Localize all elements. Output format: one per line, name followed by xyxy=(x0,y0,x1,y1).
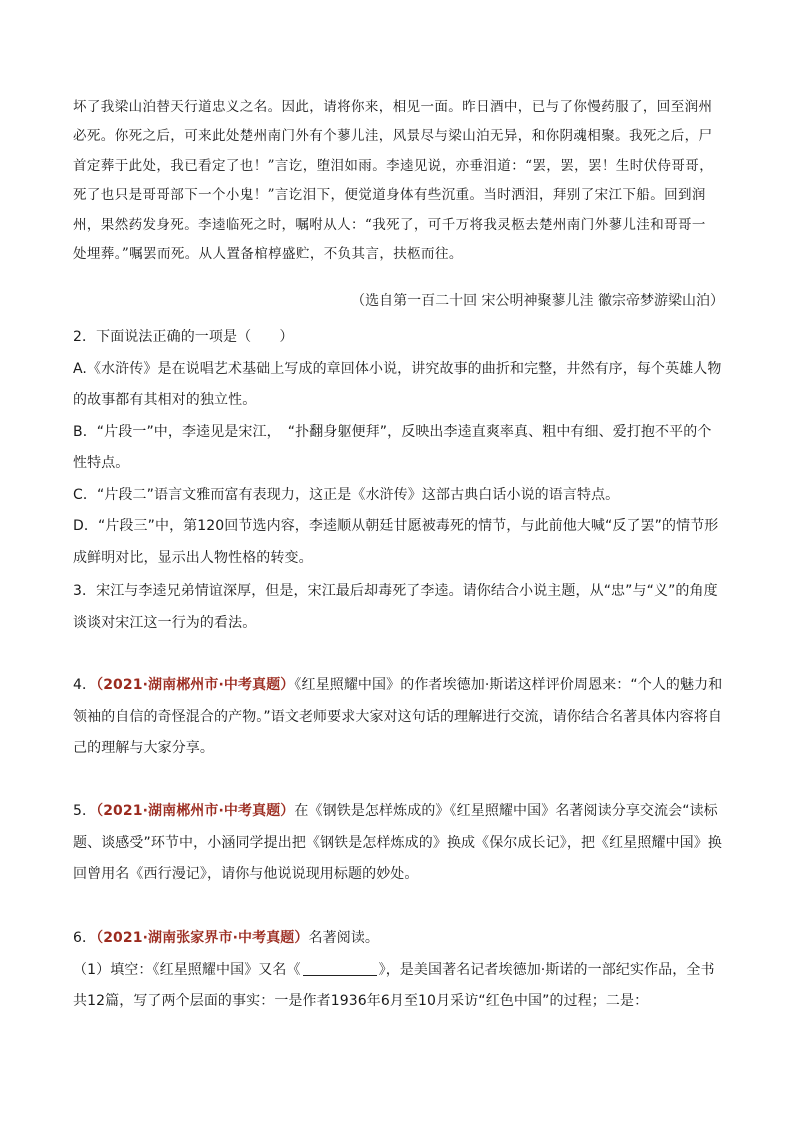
excerpt-source: （选自第一百二十回 宋公明神聚蓼儿洼 徽宗帝梦游梁山泊） xyxy=(351,293,724,309)
fill-in-blank[interactable] xyxy=(303,961,377,976)
source-tag: （2021·湖南郴州市·中考真题） xyxy=(96,677,295,693)
option-d: D．“片段三”中，第120回节选内容，李逵顺从朝廷甘愿被毒死的情节，与此前他大喊“反了罢”的情节形成鲜明对比，显示出人物性格的转变。 xyxy=(73,518,719,566)
question-4-text: 《红星照耀中国》的作者埃德加·斯诺这样评价周恩来：“个人的魅力和领袖的自信的奇怪混合的产物。”语文老师要求大家对这句话的理解进行交流，请你结合名著具体内容将自己的理解与大家分享。 xyxy=(73,677,723,756)
question-3 xyxy=(73,576,725,639)
question-number: 5． xyxy=(73,803,97,819)
question-5 xyxy=(73,796,725,891)
excerpt-line: 首定葬于此处，我已看定了也！”言讫，堕泪如雨。李逵见说，亦垂泪道：“罢，罢，罢！生时伏侍哥哥， xyxy=(73,157,714,174)
question-number: 4． xyxy=(73,677,97,693)
source-tag: （2021·湖南张家界市·中考真题） xyxy=(96,930,309,946)
excerpt-line: 州，果然药发身死。李逵临死之时，嘱咐从人：“我死了，可千万将我灵柩去楚州南门外蓼儿洼和哥哥一 xyxy=(73,216,706,233)
question-5-text: 在《钢铁是怎样炼成的》《红星照耀中国》名著阅读分享交流会“读标题、谈感受”环节中，小涵同学提出把《钢铁是怎样炼成的》换成《保尔成长记》，把《红星照耀中国》换回曾用名《西行漫记》，请你与他说说现用标题的妙处。 xyxy=(73,803,722,882)
question-6 xyxy=(73,923,725,1018)
excerpt-line: 处埋葬。”嘱罢而死。从人置备棺椁盛贮，不负其言，扶柩而往。 xyxy=(73,246,463,263)
excerpt-line: 必死。你死之后，可来此处楚州南门外有个蓼儿洼，风景尽与梁山泊无异，和你阴魂相聚。我死之后，尸 xyxy=(73,128,713,145)
question-6-text: 名著阅读。 xyxy=(308,930,380,946)
excerpt-line: 坏了我梁山泊替天行道忠义之名。因此，请将你来，相见一面。昨日酒中，已与了你慢药服了，回至润州 xyxy=(73,99,713,115)
novel-excerpt xyxy=(73,93,725,269)
source-tag: （2021·湖南郴州市·中考真题） xyxy=(96,803,295,819)
question-number: 6． xyxy=(73,930,97,946)
question-4 xyxy=(73,670,725,765)
question-2-stem: 2．下面说法正确的一项是（ ） xyxy=(73,329,294,345)
option-a: A.《水浒传》是在说唱艺术基础上写成的章回体小说，讲究故事的曲折和完整，井然有序，每个英雄人物的故事都有其相对的独立性。 xyxy=(73,360,722,408)
sub-question-1-prefix: （1）填空：《红星照耀中国》又名《 xyxy=(73,961,301,978)
option-b: B．“片段一”中，李逵见是宋江， “扑翻身躯便拜”，反映出李逵直爽率真、粗中有细、爱打抱不平的个性特点。 xyxy=(73,423,712,471)
excerpt-line: 死了也只是哥哥部下一个小鬼！”言讫泪下，便觉道身体有些沉重。当时洒泪，拜别了宋江下船。回到润 xyxy=(73,187,706,204)
sub-question-1-suffix: 》，是美国著名记者埃德加·斯诺的一部纪实作品，全书共12篇，写了两个层面的事实：一是作者1936年6月至10月采访“红色中国”的过程；二是： xyxy=(73,961,715,1009)
question-2 xyxy=(73,322,725,574)
question-3-text: 3．宋江与李逵兄弟情谊深厚，但是，宋江最后却毒死了李逵。请你结合小说主题，从“忠”与“义”的角度谈谈对宋江这一行为的看法。 xyxy=(73,583,718,631)
option-c: C．“片段二”语言文雅而富有表现力，这正是《水浒传》这部古典白话小说的语言特点。 xyxy=(73,486,620,503)
